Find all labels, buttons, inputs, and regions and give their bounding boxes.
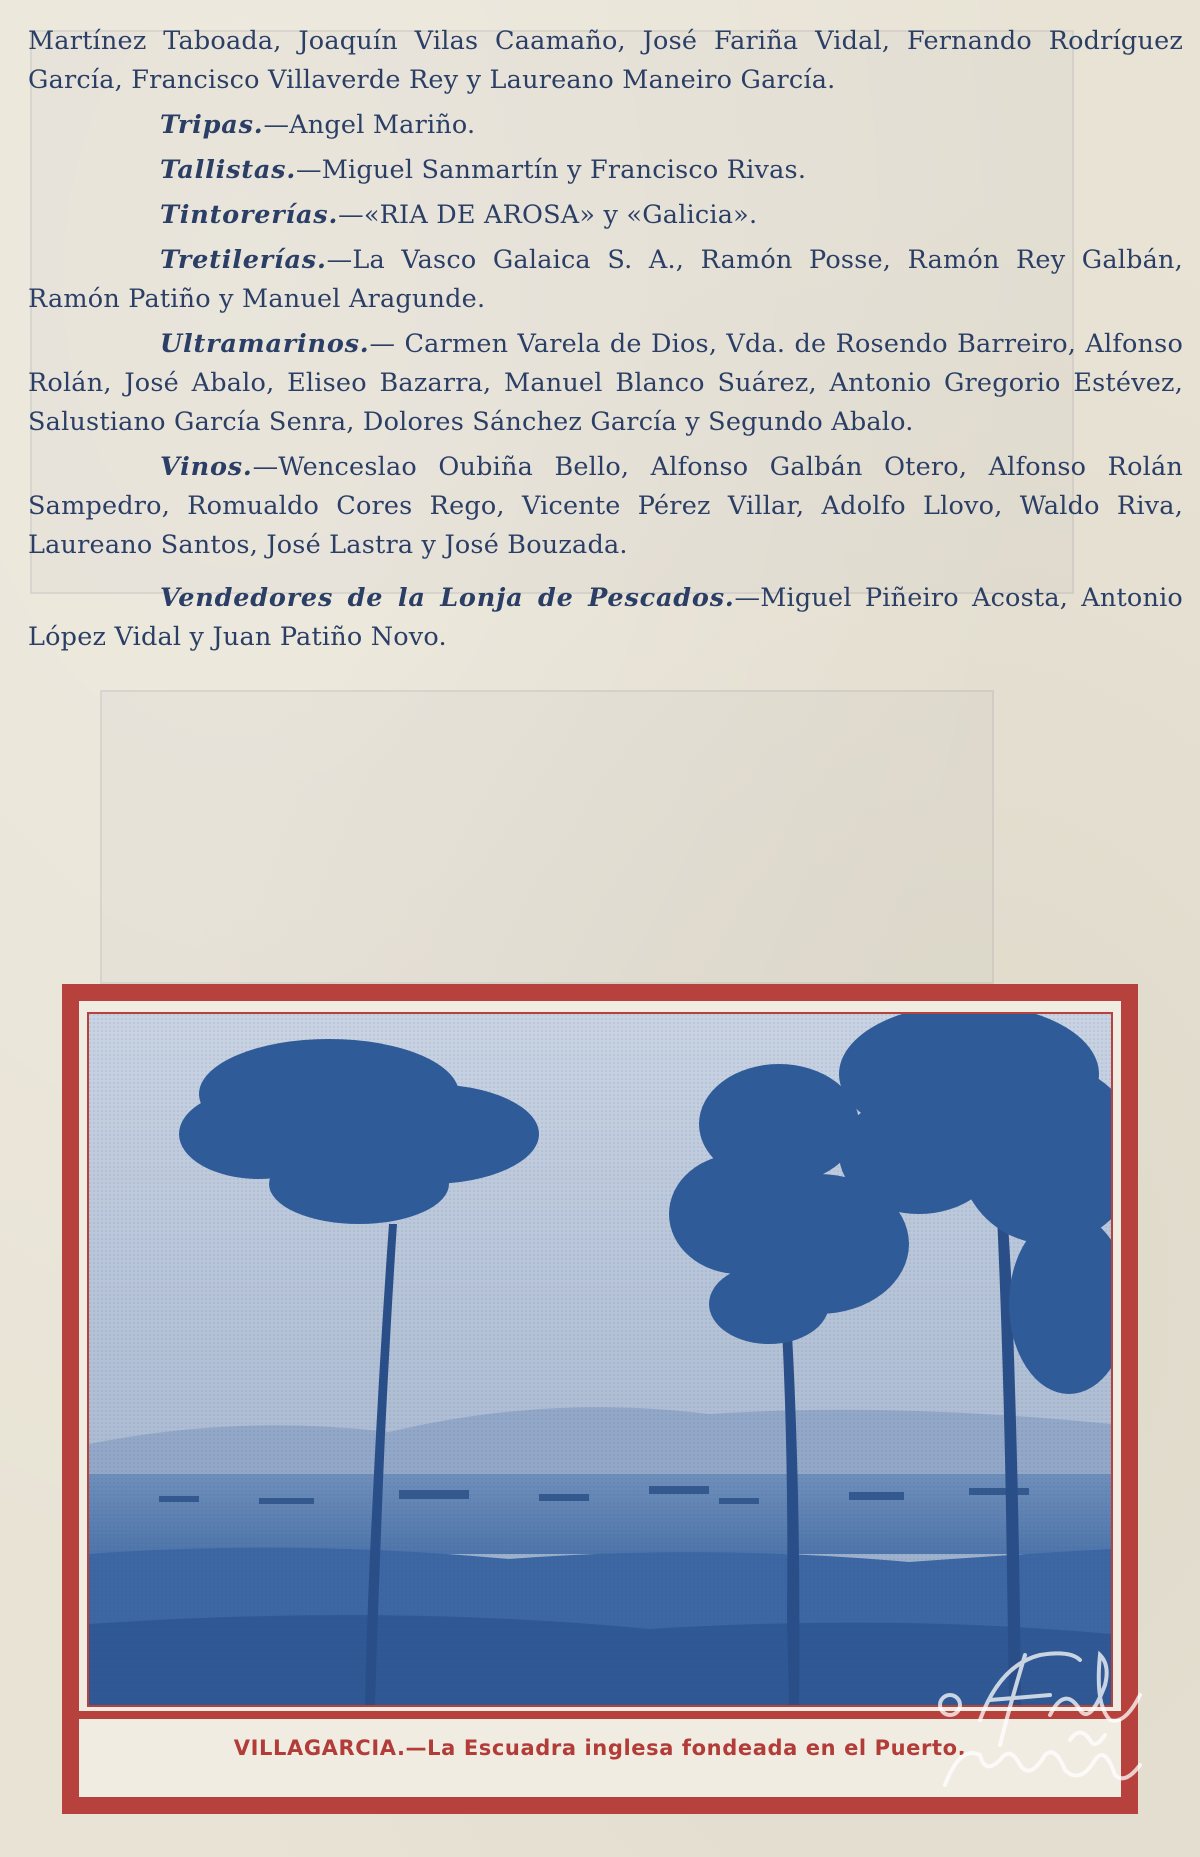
paragraph-text: —Miguel Sanmartín y Francisco Rivas. xyxy=(296,155,807,185)
category-label: Ultramarinos. xyxy=(160,329,370,359)
category-label: Tretilerías. xyxy=(160,245,327,275)
category-label: Vinos. xyxy=(160,452,253,482)
category-label: Tripas. xyxy=(160,110,264,140)
paragraph-text: Martínez Taboada, Joaquín Vilas Caamaño, José Fariña Vidal, Fernando Rodríguez García, Francisco Villaverde Rey y Laureano Maneiro García. xyxy=(28,26,1183,95)
harbor-photo xyxy=(87,1012,1113,1707)
paragraph-vendedores xyxy=(28,579,1183,657)
paragraph-text: —La Vasco Galaica S. A., Ramón Posse, Ramón Rey Galbán, Ramón Patiño y Manuel Aragunde. xyxy=(28,245,1183,314)
paragraph-text: —Miguel Piñeiro Acosta, Antonio López Vidal y Juan Patiño Novo. xyxy=(28,583,1183,652)
paragraph-text: —Wenceslao Oubiña Bello, Alfonso Galbán Otero, Alfonso Rolán Sampedro, Romualdo Cores Rego, Vicente Pérez Villar, Adolfo Llovo, Waldo Riva, Laureano Santos, José Lastra y José Bouzada. xyxy=(28,452,1183,560)
paragraph-tretilerias xyxy=(28,241,1183,319)
category-label: Vendedores de la Lonja de Pescados. xyxy=(160,583,735,613)
paragraph-tripas xyxy=(28,106,1183,145)
harbor-photo-illustration xyxy=(89,1014,1111,1705)
paragraph-vinos xyxy=(28,448,1183,565)
paragraph-tintorerias xyxy=(28,196,1183,235)
paragraph-text: —Angel Mariño. xyxy=(263,110,476,140)
paragraph-tallistas xyxy=(28,151,1183,190)
paragraph-continuation xyxy=(28,22,1183,100)
photo-caption: VILLAGARCIA.—La Escuadra inglesa fondeada en el Puerto. xyxy=(233,1736,967,1760)
paragraph-ultramarinos xyxy=(28,325,1183,442)
paragraph-text: — Carmen Varela de Dios, Vda. de Rosendo Barreiro, Alfonso Rolán, José Abalo, Eliseo Bazarra, Manuel Blanco Suárez, Antonio Gregorio Estévez, Salustiano García Senra, Dolores Sánchez García y Segundo Abalo. xyxy=(28,329,1183,437)
bleed-through-shape xyxy=(100,690,994,984)
paragraph-text: —«RIA DE AROSA» y «Galicia». xyxy=(338,200,758,230)
category-label: Tallistas. xyxy=(160,155,297,185)
watermark-logo xyxy=(930,1625,1150,1795)
member-list-text xyxy=(28,22,1183,663)
category-label: Tintorerías. xyxy=(160,200,339,230)
